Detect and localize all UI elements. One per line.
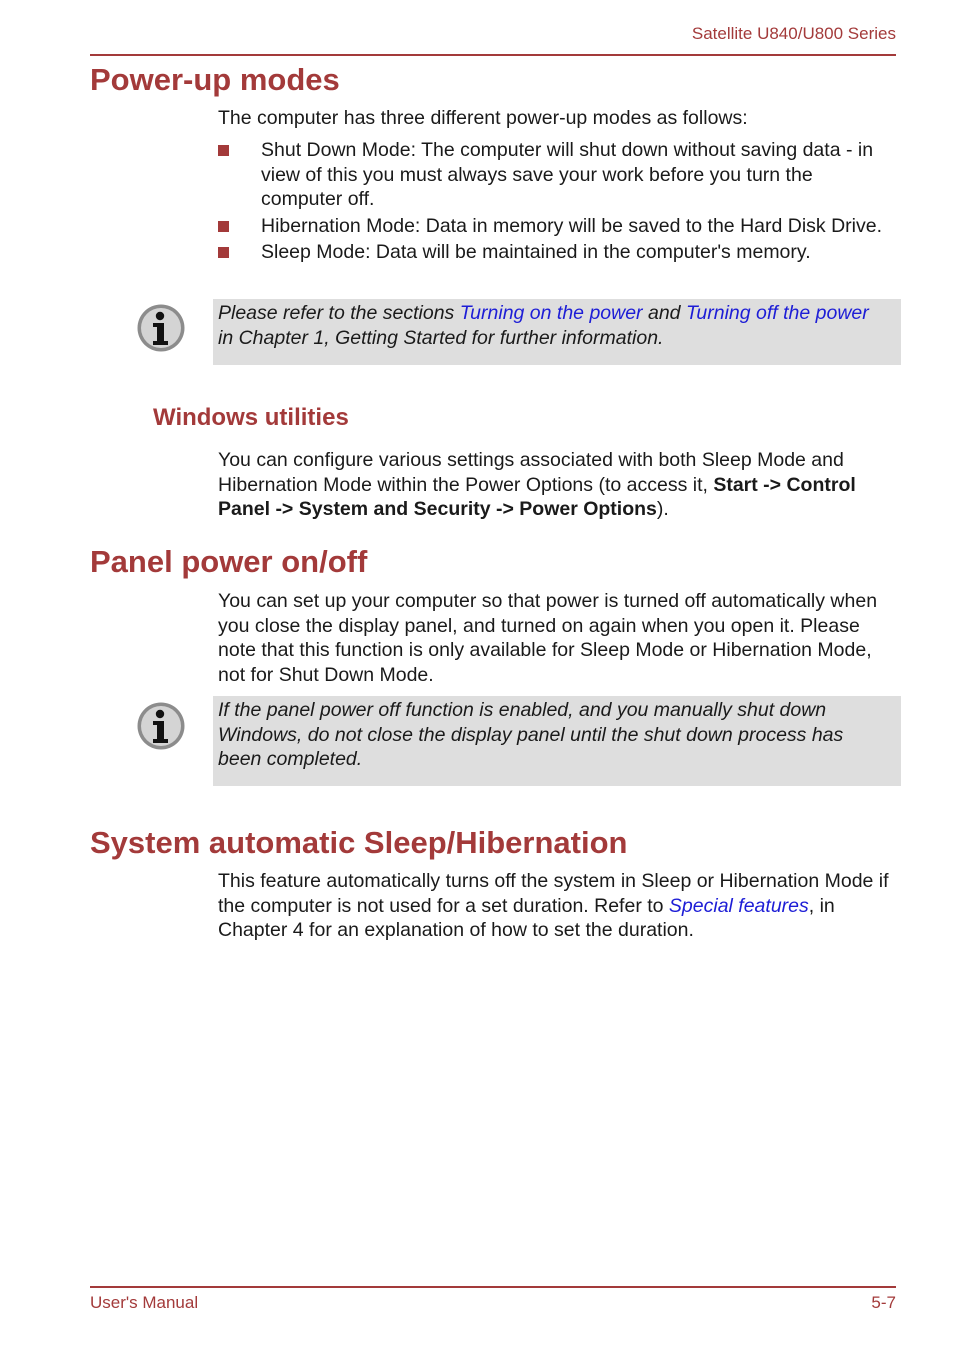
body-text: You can configure various settings associated with both Sleep Mode and Hibernation Mode within the Power Options (to access it, [218,449,844,496]
power-options-path: Start -> Control Panel -> System and Security -> Power Options [218,473,856,520]
heading-power-up-modes: Power-up modes [90,62,340,97]
power-up-intro: The computer has three different power-up modes as follows: [218,107,748,129]
info-icon [136,303,186,353]
list-item [218,214,898,239]
info-icon [136,701,186,751]
list-item [218,138,898,212]
footer-manual-title: User's Manual [90,1293,199,1312]
note-power-up [213,299,901,365]
body-text: ). [656,498,669,520]
heading-auto-sleep: System automatic Sleep/Hibernation [90,825,628,860]
page-number: 5-7 [871,1293,896,1312]
header-rule [90,54,896,56]
auto-sleep-body [218,869,898,943]
body-text: , in Chapter 4 for an explanation of how to set the duration. [218,894,835,941]
bullet-text: Sleep Mode: Data will be maintained in the computer's memory. [261,241,811,263]
note-text: in Chapter 1, Getting Started for further information. [218,326,664,349]
link-turning-on-the-power[interactable]: Turning on the power [459,302,643,324]
power-up-mode-list [218,138,898,267]
list-item [218,240,898,265]
note-text: and [642,302,686,324]
bullet-square-icon [218,247,229,258]
link-special-features[interactable]: Special features [668,894,809,917]
running-header: Satellite U840/U800 Series [691,24,896,43]
note-text: Please refer to the sections [218,302,460,324]
heading-windows-utilities: Windows utilities [153,404,349,431]
note-panel-power: If the panel power off function is enabled, and you manually shut down Windows, do not close the display panel until the shut down process has been completed. [213,696,901,786]
footer-rule [90,1286,896,1288]
bullet-text: Shut Down Mode: The computer will shut down without saving data - in view of this you must always save your work before you turn the computer off. [261,139,874,210]
panel-power-body: You can set up your computer so that power is turned off automatically when you close the display panel, and turned on again when you open it. Please note that this function is only available for Sleep Mode or Hibernation Mode, not for Shut Down Mode. [218,590,878,686]
bullet-square-icon [218,145,229,156]
bullet-text: Hibernation Mode: Data in memory will be saved to the Hard Disk Drive. [261,214,883,237]
link-turning-off-the-power[interactable]: Turning off the power [685,302,869,324]
windows-utilities-body [218,448,898,522]
bullet-square-icon [218,221,229,232]
heading-panel-power: Panel power on/off [90,544,368,579]
body-text: This feature automatically turns off the system in Sleep or Hibernation Mode if the computer is not used for a set duration. Refer to [218,870,889,917]
